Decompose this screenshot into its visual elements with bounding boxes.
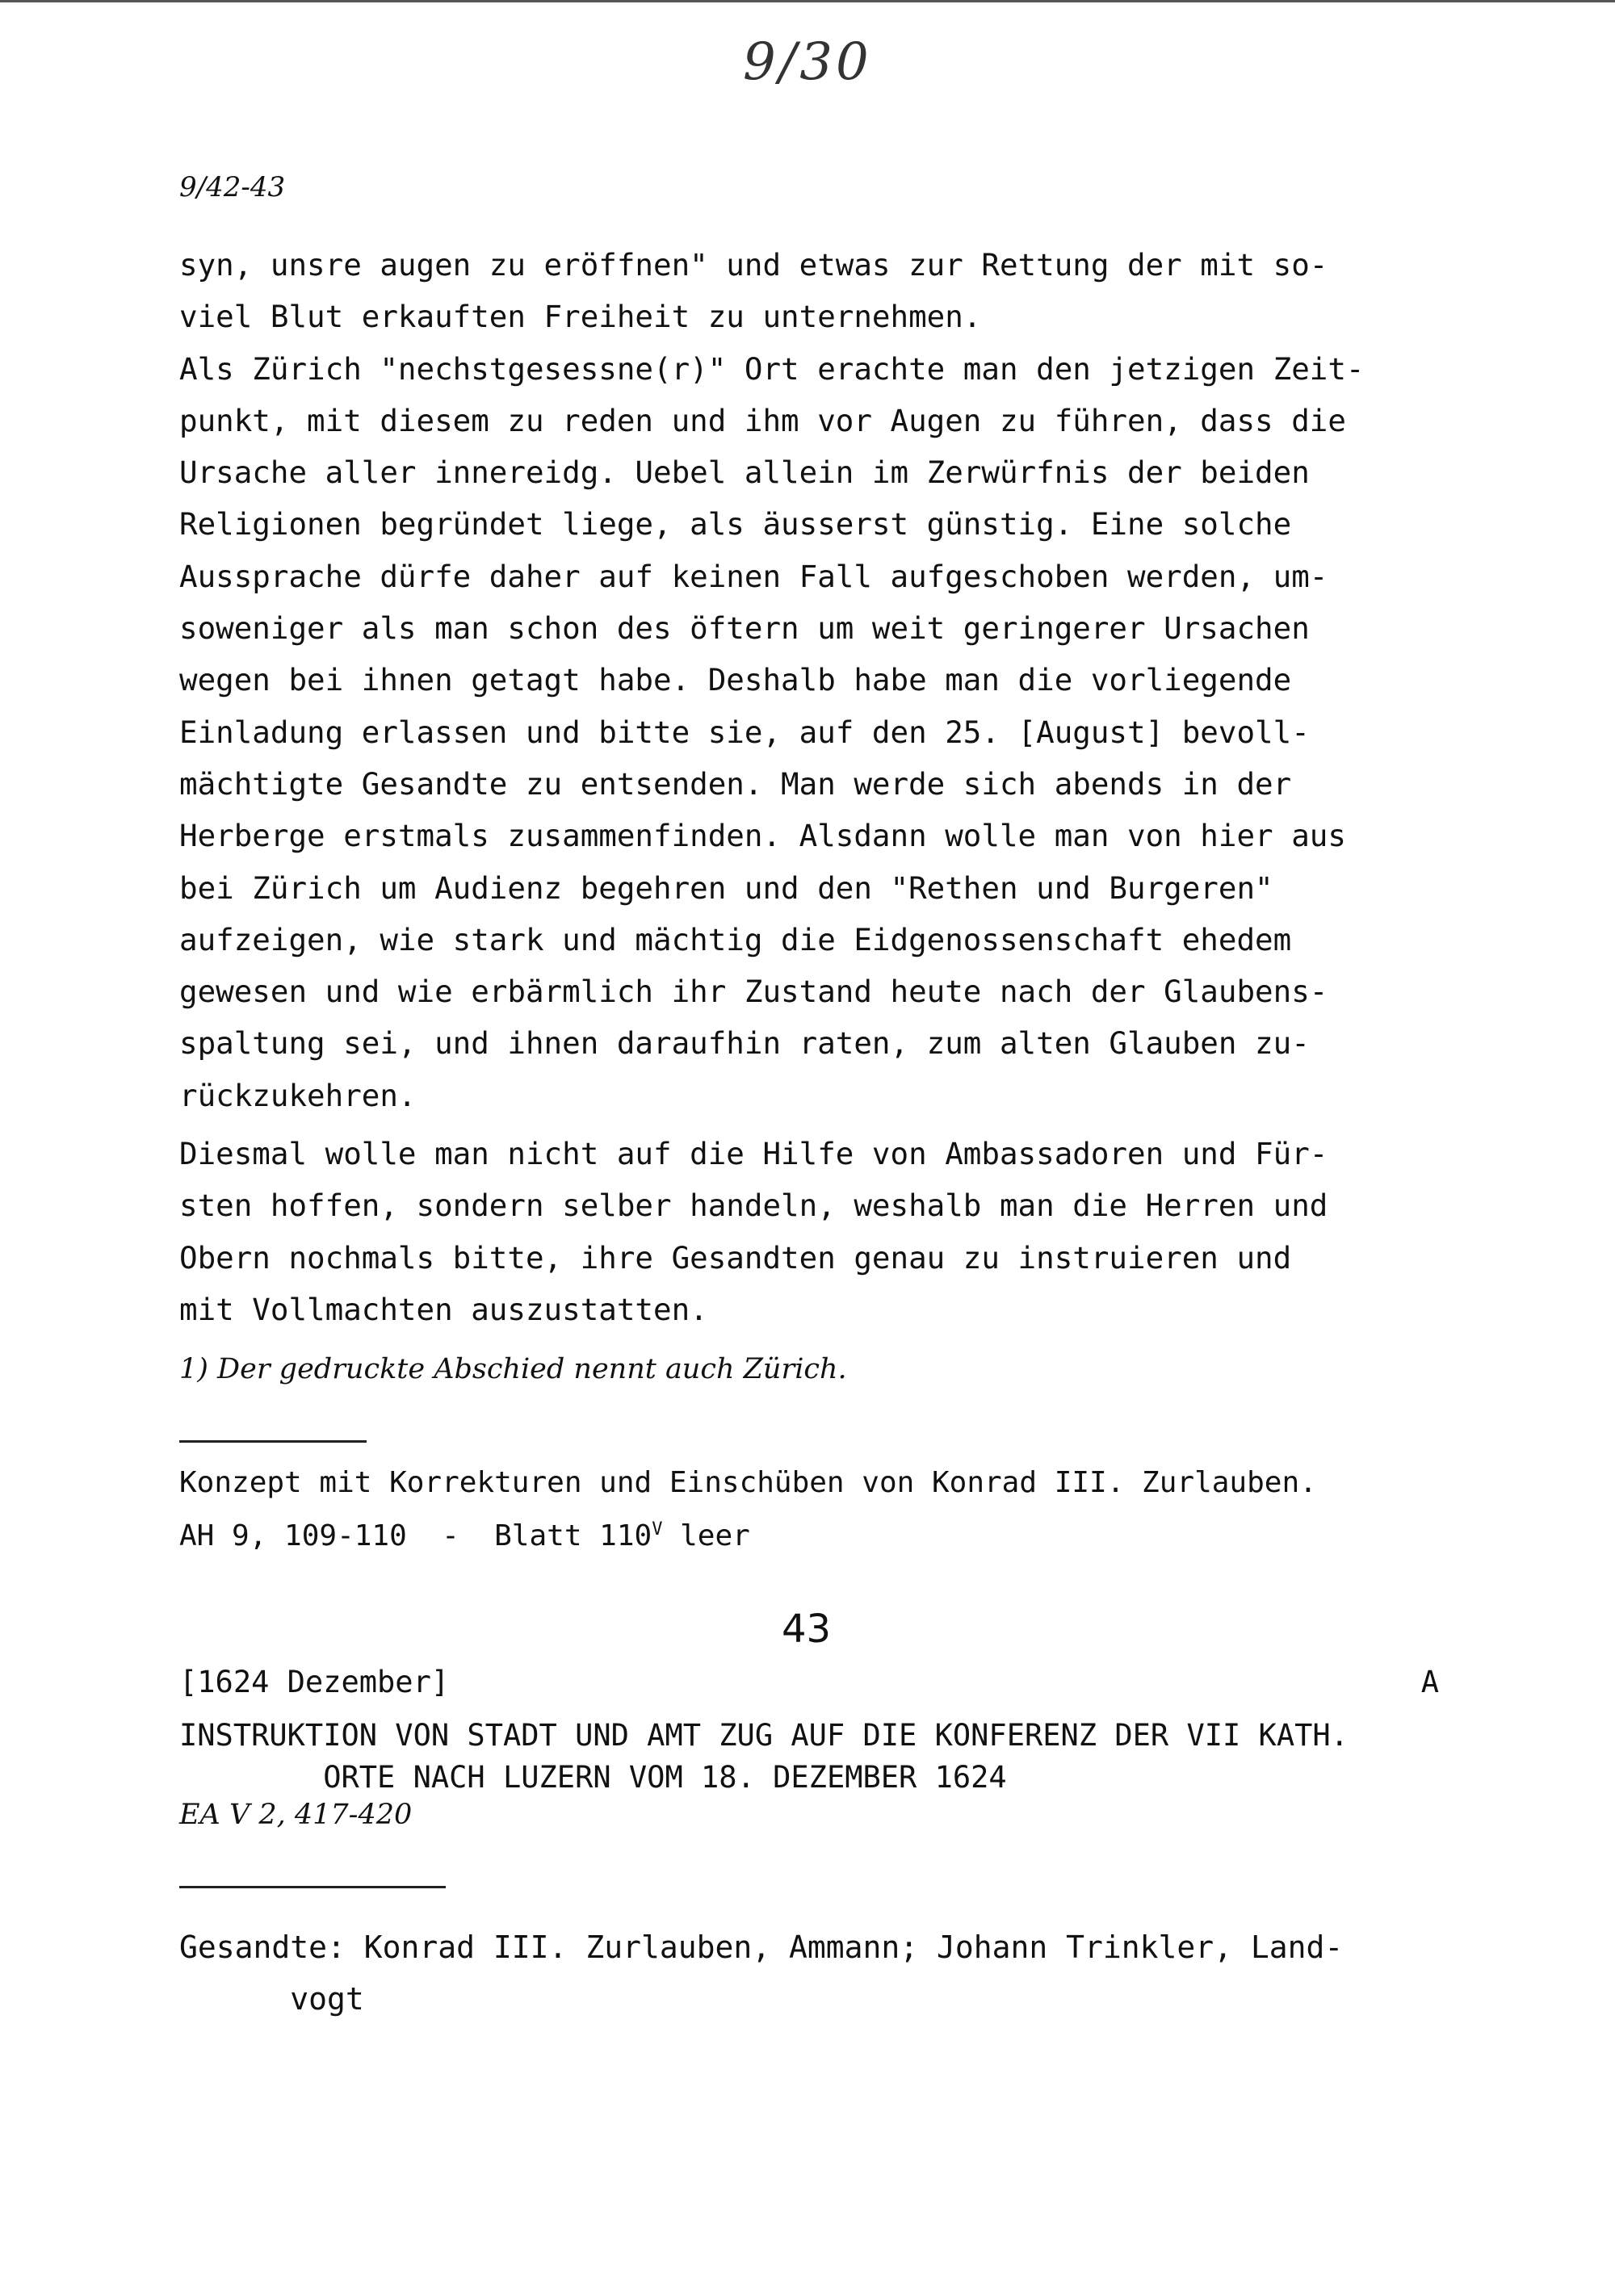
source-note [179,1460,1317,1560]
archive-reference: 9/42-43 [179,171,286,203]
verso-mark: V [652,1519,663,1540]
body-line: Einladung erlassen und bitte sie, auf den 25. [August] bevoll- [179,714,1310,750]
body-line: mit Vollmachten auszustatten. [179,1291,708,1327]
title-line: INSTRUKTION VON STADT UND AMT ZUG AUF DIE KONFERENZ DER VII KATH. [179,1718,1349,1753]
body-line: Diesmal wolle man nicht auf die Hilfe von Ambassadoren und Für- [179,1136,1328,1172]
source-ref: AH 9, 109-110 - Blatt 110 [179,1519,652,1552]
envoys-line: vogt [290,1981,364,2017]
title-line: ORTE NACH LUZERN VOM 18. DEZEMBER 1624 [323,1760,1007,1795]
body-line: soweniger als man schon des öftern um weit geringerer Ursachen [179,610,1310,647]
body-line: Herberge erstmals zusammenfinden. Alsdann wolle man von hier aus [179,818,1346,854]
body-line: Aussprache dürfe daher auf keinen Fall aufgeschoben werden, um- [179,558,1328,594]
document-number: 43 [782,1607,832,1652]
ea-reference: EA V 2, 417-420 [179,1799,413,1831]
body-line: sten hoffen, sondern selber handeln, weshalb man die Herren und [179,1188,1328,1224]
footnote: 1) Der gedruckte Abschied nennt auch Zürich. [179,1353,847,1385]
date-row [179,1665,1439,1699]
envoys-paragraph [179,1921,1343,2025]
page-top-edge [0,0,1615,2]
body-line: syn, unsre augen zu eröffnen" und etwas zur Rettung der mit so- [179,247,1328,283]
divider-rule [179,1440,367,1443]
body-line: viel Blut erkauften Freiheit zu unternehmen. [179,299,982,335]
body-line: rückzukehren. [179,1077,417,1113]
body-line: punkt, mit diesem zu reden und ihm vor Augen zu führen, dass die [179,402,1346,438]
body-line: aufzeigen, wie stark und mächtig die Eidgenossenschaft ehedem [179,921,1292,957]
divider-rule [179,1886,446,1888]
body-line: Ursache aller innereidg. Uebel allein im Zerwürfnis der beiden [179,455,1310,491]
source-line [179,1506,1317,1560]
body-line: gewesen und wie erbärmlich ihr Zustand heute nach der Glaubens- [179,974,1328,1010]
body-line: Religionen begründet liege, als äusserst günstig. Eine solche [179,506,1292,543]
body-line: Als Zürich "nechstgesessne(r)" Ort erachte man den jetzigen Zeit- [179,350,1365,387]
body-line: spaltung sei, und ihnen daraufhin raten, zum alten Glauben zu- [179,1025,1310,1062]
envoys-line: Gesandte: Konrad III. Zurlauben, Ammann; Johann Trinkler, Land- [179,1929,1344,1965]
source-suffix: leer [662,1519,750,1552]
body-line: wegen bei ihnen getagt habe. Deshalb habe man die vorliegende [179,662,1292,698]
document-date: [1624 Dezember] [179,1665,450,1699]
main-body-text [179,239,1487,1335]
handwritten-page-note: 9/30 [743,32,872,92]
document-letter: A [1420,1665,1439,1699]
body-line: Obern nochmals bitte, ihre Gesandten genau zu instruieren und [179,1239,1292,1276]
body-line: mächtigte Gesandte zu entsenden. Man werde sich abends in der [179,765,1292,802]
document-title [179,1715,1349,1799]
body-line: bei Zürich um Audienz begehren und den "Rethen und Burgeren" [179,869,1273,906]
paragraph-gap [179,1121,1487,1128]
source-line: Konzept mit Korrekturen und Einschüben von Konrad III. Zurlauben. [179,1466,1317,1499]
